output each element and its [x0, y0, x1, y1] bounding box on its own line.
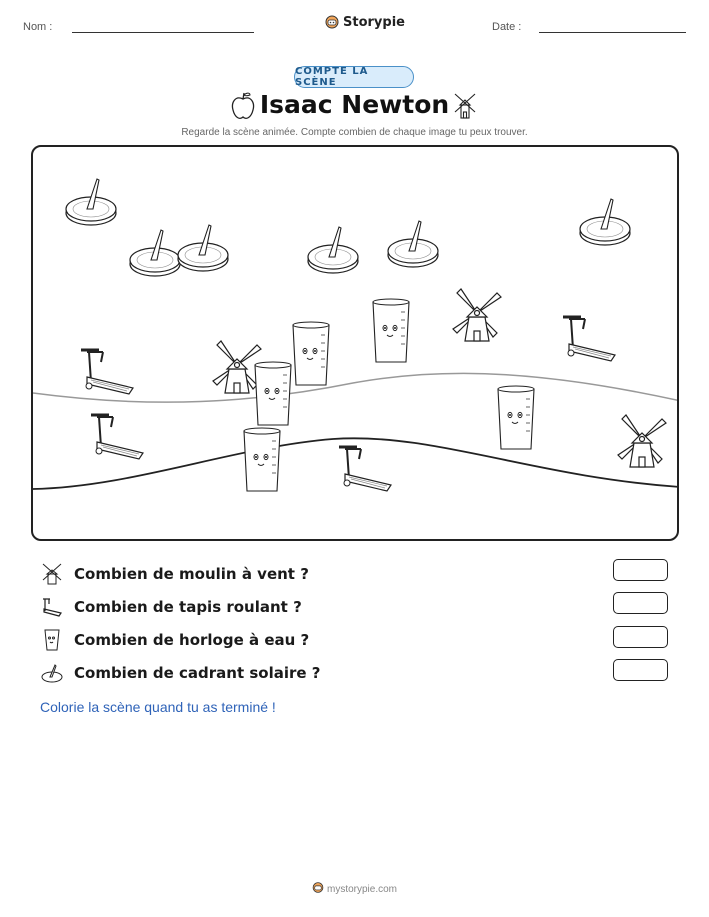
coloring-scene[interactable] [31, 145, 679, 541]
name-label: Nom : [23, 21, 53, 33]
answer-box-treadmill[interactable] [613, 592, 668, 614]
storypie-footer-icon [312, 881, 324, 894]
scene-badge: COMPTE LA SCÈNE [294, 66, 414, 88]
question-text: Combien de moulin à vent ? [74, 565, 309, 583]
website-footer [0, 881, 709, 895]
brand-logo [325, 14, 405, 30]
name-field-line[interactable] [72, 32, 254, 33]
page-title: Isaac Newton [259, 90, 450, 119]
date-field-line[interactable] [539, 32, 686, 33]
website-url[interactable]: mystorypie.com [326, 884, 397, 895]
storypie-logo-icon [325, 14, 339, 30]
windmill-icon [40, 562, 64, 586]
question-text: Combien de tapis roulant ? [74, 598, 302, 616]
water-clock-icon [40, 628, 64, 652]
windmill-title-icon [451, 91, 479, 121]
question-text: Combien de horloge à eau ? [74, 631, 310, 649]
question-windmill [40, 562, 309, 586]
question-text: Combien de cadrant solaire ? [74, 664, 321, 682]
answer-box-water-clock[interactable] [613, 626, 668, 648]
date-label: Date : [492, 21, 522, 33]
instructions-text: Regarde la scène animée. Compte combien de chaque image tu peux trouver. [181, 127, 528, 138]
scene-drawing [33, 147, 679, 541]
answer-box-windmill[interactable] [613, 559, 668, 581]
brand-name: Storypie [343, 14, 405, 30]
question-sundial [40, 661, 321, 685]
question-water-clock [40, 628, 309, 652]
sundial-icon [40, 661, 64, 685]
answer-box-sundial[interactable] [613, 659, 668, 681]
treadmill-icon [40, 595, 64, 619]
coloring-instruction: Colorie la scène quand tu as terminé ! [40, 699, 276, 715]
question-treadmill [40, 595, 302, 619]
